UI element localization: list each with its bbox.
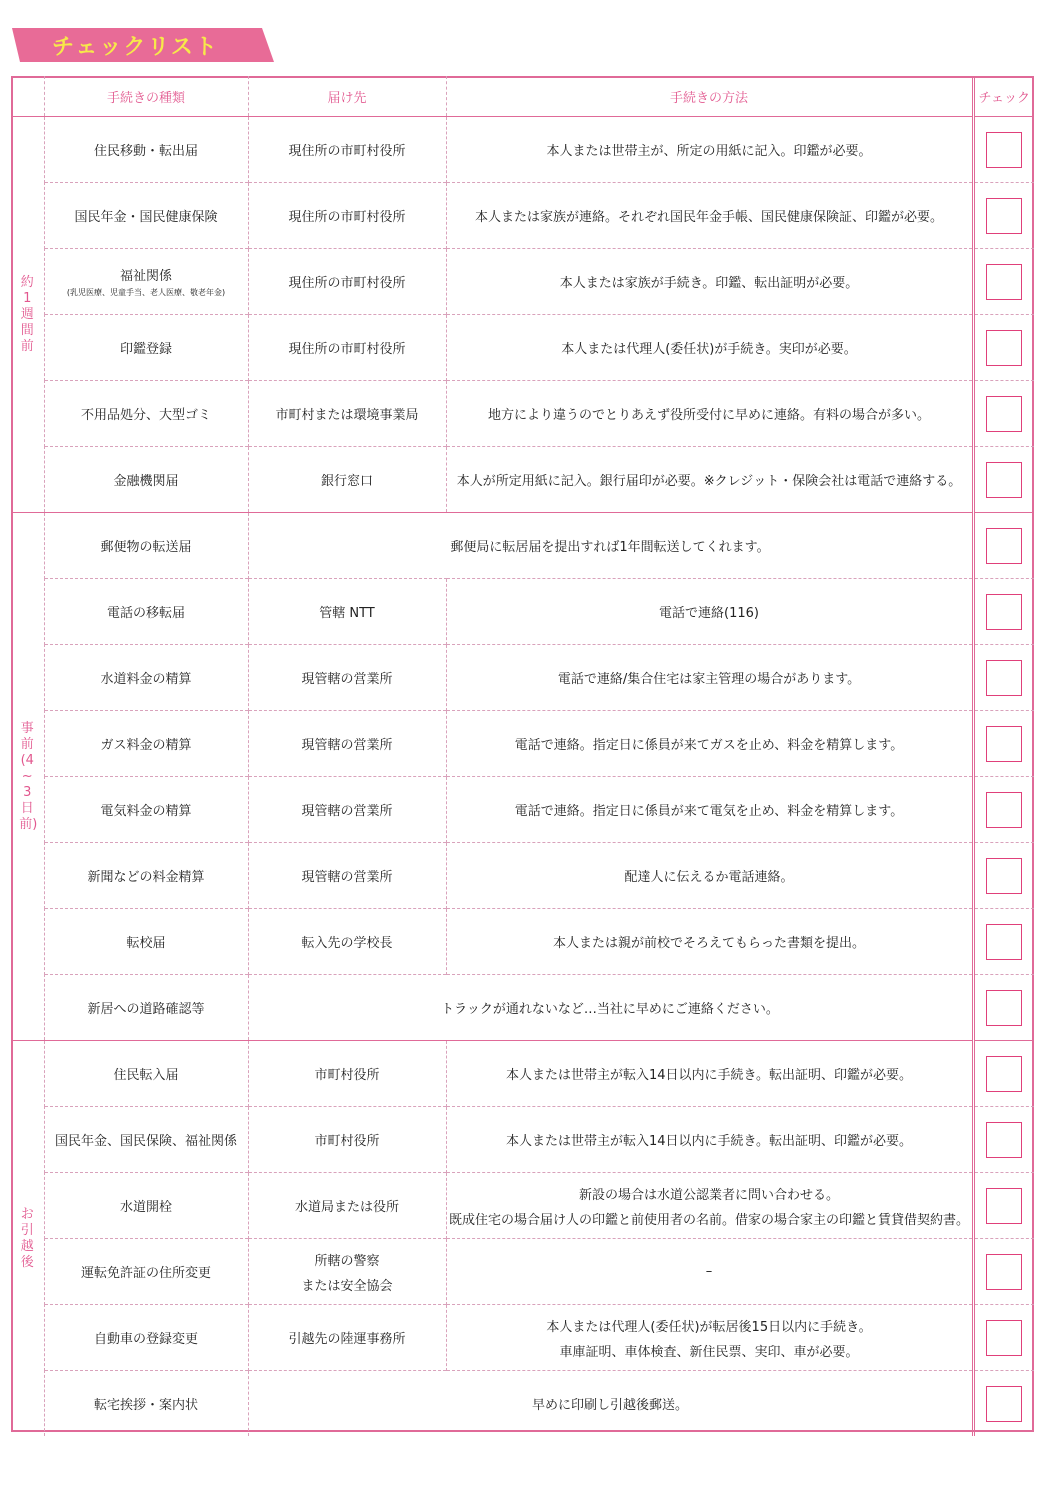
procedure-type-cell <box>44 513 248 579</box>
destination-cell <box>248 381 446 447</box>
method: 本人または家族が手続き。印鑑、転出証明が必要。 <box>559 276 859 291</box>
method: 本人または親が前校でそろえてもらった書類を提出。 <box>552 936 865 951</box>
procedure-type-cell <box>44 381 248 447</box>
method-cell <box>446 1305 973 1371</box>
destination-cell <box>248 1107 446 1173</box>
procedure-type: 運転免許証の住所変更 <box>80 1266 211 1281</box>
check-box[interactable] <box>986 528 1022 564</box>
table-row <box>11 645 1034 711</box>
header-destination: 届け先 <box>248 76 446 117</box>
table-row <box>11 249 1034 315</box>
method-line2: 車庫証明、車体検査、新住民票、実印、車が必要。 <box>559 1344 859 1360</box>
procedure-type-note: (乳児医療、児童手当、老人医療、敬老年金) <box>66 288 226 297</box>
check-box[interactable] <box>986 1188 1022 1224</box>
check-box[interactable] <box>986 330 1022 366</box>
check-box[interactable] <box>986 1320 1022 1356</box>
check-cell <box>973 777 1034 843</box>
table-row <box>11 843 1034 909</box>
procedure-type: 国民年金、国民保険、福祉関係 <box>54 1134 237 1149</box>
destination: 現管轄の営業所 <box>301 672 393 687</box>
destination: 管轄 NTT <box>319 606 375 621</box>
check-cell <box>973 645 1034 711</box>
destination: 現管轄の営業所 <box>301 870 393 885</box>
procedure-type: 転宅挨拶・案内状 <box>93 1398 198 1413</box>
check-box[interactable] <box>986 396 1022 432</box>
destination-cell <box>248 447 446 513</box>
check-box[interactable] <box>986 792 1022 828</box>
table-row <box>11 447 1034 513</box>
check-cell <box>973 1107 1034 1173</box>
destination: 現住所の市町村役所 <box>288 210 406 225</box>
method-line2: 既成住宅の場合届け人の印鑑と前使用者の名前。借家の場合家主の印鑑と賃貸借契約書。 <box>448 1212 969 1228</box>
destination-cell <box>248 1239 446 1305</box>
destination: 現管轄の営業所 <box>301 738 393 753</box>
method-cell <box>446 579 973 645</box>
check-box[interactable] <box>986 1122 1022 1158</box>
header-check: チェック <box>973 76 1034 117</box>
table-row <box>11 1173 1034 1239</box>
procedure-type: 住民移動・転出届 <box>93 144 198 159</box>
procedure-type: 新聞などの料金精算 <box>87 870 205 885</box>
table-row <box>11 513 1034 579</box>
table-row <box>11 975 1034 1041</box>
check-cell <box>973 447 1034 513</box>
procedure-type-cell <box>44 117 248 183</box>
check-box[interactable] <box>986 264 1022 300</box>
table-row <box>11 909 1034 975</box>
destination: 市町村または環境事業局 <box>275 408 419 423</box>
method-cell <box>446 843 973 909</box>
destination-cell <box>248 1041 446 1107</box>
method-cell <box>446 1173 973 1239</box>
procedure-type: 電話の移転届 <box>106 606 185 621</box>
method: 地方により違うのでとりあえず役所受付に早めに連絡。有料の場合が多い。 <box>487 408 930 423</box>
check-cell <box>973 1041 1034 1107</box>
method-cell <box>446 315 973 381</box>
checklist-body <box>11 117 1034 1437</box>
check-box[interactable] <box>986 924 1022 960</box>
check-cell <box>973 1371 1034 1437</box>
check-box[interactable] <box>986 726 1022 762</box>
procedure-type: 水道料金の精算 <box>100 672 192 687</box>
procedure-type-cell <box>44 1305 248 1371</box>
group-label: お引越後 <box>20 1206 34 1270</box>
procedure-type-cell <box>44 975 248 1041</box>
check-cell <box>973 843 1034 909</box>
table-row <box>11 117 1034 183</box>
check-box[interactable] <box>986 660 1022 696</box>
method-cell <box>446 909 973 975</box>
destination-cell <box>248 645 446 711</box>
procedure-type: 郵便物の転送届 <box>100 540 192 555</box>
procedure-type: 金融機関届 <box>113 474 179 489</box>
method: 本人または世帯主が、所定の用紙に記入。印鑑が必要。 <box>546 144 872 159</box>
method-cell <box>446 777 973 843</box>
procedure-type: 水道開栓 <box>119 1200 172 1215</box>
destination-cell <box>248 1305 446 1371</box>
check-cell <box>973 381 1034 447</box>
procedure-type-cell <box>44 315 248 381</box>
procedure-type-cell <box>44 1107 248 1173</box>
group-label-cell <box>11 117 44 513</box>
destination-line2: または安全協会 <box>301 1278 393 1294</box>
procedure-type-cell <box>44 249 248 315</box>
table-row <box>11 1107 1034 1173</box>
method-cell <box>446 1107 973 1173</box>
method: 本人または代理人(委任状)が手続き。実印が必要。 <box>561 342 857 357</box>
method: 配達人に伝えるか電話連絡。 <box>624 870 794 885</box>
destination-cell <box>248 777 446 843</box>
table-row <box>11 777 1034 843</box>
method: 電話で連絡(116) <box>659 606 759 621</box>
group-label: 約1週間前 <box>20 274 34 354</box>
method: 本人または世帯主が転入14日以内に手続き。転出証明、印鑑が必要。 <box>505 1068 913 1083</box>
procedure-type-cell <box>44 1173 248 1239</box>
procedure-type: 不用品処分、大型ゴミ <box>80 408 211 423</box>
procedure-type-cell <box>44 645 248 711</box>
method-cell <box>446 1041 973 1107</box>
check-cell <box>973 975 1034 1041</box>
destination: 銀行窓口 <box>320 474 373 489</box>
destination: 水道局または役所 <box>294 1200 399 1215</box>
table-row <box>11 1041 1034 1107</box>
destination-cell <box>248 909 446 975</box>
table-row <box>11 1239 1034 1305</box>
group-label: 事前(4~3日前) <box>19 720 38 832</box>
destination: 転入先の学校長 <box>301 936 393 951</box>
destination-cell <box>248 315 446 381</box>
checklist-table <box>11 76 1034 1436</box>
check-cell <box>973 1305 1034 1371</box>
method-cell <box>446 645 973 711</box>
destination: 現管轄の営業所 <box>301 804 393 819</box>
procedure-type-cell <box>44 1239 248 1305</box>
check-box[interactable] <box>986 990 1022 1026</box>
method-cell <box>446 183 973 249</box>
group-label-cell <box>11 1041 44 1437</box>
method: 電話で連絡/集合住宅は家主管理の場合があります。 <box>557 672 861 687</box>
table-row <box>11 711 1034 777</box>
procedure-type: 自動車の登録変更 <box>93 1332 198 1347</box>
procedure-type: ガス料金の精算 <box>100 738 192 753</box>
method-cell <box>446 381 973 447</box>
procedure-type: 新居への道路確認等 <box>87 1002 205 1017</box>
check-cell <box>973 513 1034 579</box>
procedure-type: 国民年金・国民健康保険 <box>74 210 218 225</box>
check-cell <box>973 249 1034 315</box>
method: 新設の場合は水道公認業者に問い合わせる。 <box>578 1187 839 1203</box>
method-cell <box>446 711 973 777</box>
header-method: 手続きの方法 <box>446 76 973 117</box>
destination-cell <box>248 843 446 909</box>
table-row <box>11 1305 1034 1371</box>
method-cell <box>446 447 973 513</box>
procedure-type: 印鑑登録 <box>119 342 172 357</box>
check-box[interactable] <box>986 858 1022 894</box>
table-row <box>11 183 1034 249</box>
procedure-type-cell <box>44 1041 248 1107</box>
header-group <box>11 76 44 117</box>
destination-cell <box>248 183 446 249</box>
destination: 現住所の市町村役所 <box>288 276 406 291</box>
destination-cell <box>248 117 446 183</box>
procedure-type: 住民転入届 <box>113 1068 179 1083</box>
method: 本人が所定用紙に記入。銀行届印が必要。※クレジット・保険会社は電話で連絡する。 <box>456 474 962 489</box>
destination: 市町村役所 <box>314 1068 380 1083</box>
check-box[interactable] <box>986 198 1022 234</box>
procedure-type: 電気料金の精算 <box>100 804 192 819</box>
merged-note: 早めに印刷し引越後郵送。 <box>248 1371 973 1437</box>
destination-cell <box>248 711 446 777</box>
title-banner <box>12 28 272 62</box>
check-box[interactable] <box>986 132 1022 168</box>
destination: 所轄の警察 <box>314 1253 380 1269</box>
destination-cell <box>248 579 446 645</box>
check-box[interactable] <box>986 1254 1022 1290</box>
procedure-type-cell <box>44 579 248 645</box>
procedure-type-cell <box>44 843 248 909</box>
procedure-type-cell <box>44 1371 248 1437</box>
destination: 現住所の市町村役所 <box>288 342 406 357</box>
merged-note: トラックが通れないなど…当社に早めにご連絡ください。 <box>248 975 973 1041</box>
method-cell <box>446 249 973 315</box>
method: 本人または代理人(委任状)が転居後15日以内に手続き。 <box>546 1319 872 1335</box>
procedure-type-cell <box>44 711 248 777</box>
destination-cell <box>248 1173 446 1239</box>
table-row <box>11 579 1034 645</box>
procedure-type-cell <box>44 777 248 843</box>
check-box[interactable] <box>986 462 1022 498</box>
check-cell <box>973 711 1034 777</box>
procedure-type-cell <box>44 909 248 975</box>
table-row <box>11 315 1034 381</box>
merged-note: 郵便局に転居届を提出すれば1年間転送してくれます。 <box>248 513 973 579</box>
page-title: チェックリスト <box>52 35 219 60</box>
destination: 引越先の陸運事務所 <box>288 1332 406 1347</box>
check-cell <box>973 183 1034 249</box>
method: 本人または世帯主が転入14日以内に手続き。転出証明、印鑑が必要。 <box>505 1134 913 1149</box>
procedure-type: 転校届 <box>126 936 166 951</box>
procedure-type: 福祉関係 <box>119 269 172 284</box>
table-row <box>11 381 1034 447</box>
method-cell <box>446 117 973 183</box>
check-cell <box>973 1173 1034 1239</box>
method-cell <box>446 1239 973 1305</box>
destination: 市町村役所 <box>314 1134 380 1149</box>
destination: 現住所の市町村役所 <box>288 144 406 159</box>
check-box[interactable] <box>986 1056 1022 1092</box>
check-box[interactable] <box>986 1386 1022 1422</box>
method: 電話で連絡。指定日に係員が来て電気を止め、料金を精算します。 <box>514 804 904 819</box>
procedure-type-cell <box>44 183 248 249</box>
header-type: 手続きの種類 <box>44 76 248 117</box>
method: – <box>705 1264 713 1279</box>
check-cell <box>973 315 1034 381</box>
group-label-cell <box>11 513 44 1041</box>
check-cell <box>973 1239 1034 1305</box>
check-box[interactable] <box>986 594 1022 630</box>
method: 電話で連絡。指定日に係員が来てガスを止め、料金を精算します。 <box>514 738 904 753</box>
check-cell <box>973 909 1034 975</box>
method: 本人または家族が連絡。それぞれ国民年金手帳、国民健康保険証、印鑑が必要。 <box>474 210 943 225</box>
check-cell <box>973 579 1034 645</box>
check-cell <box>973 117 1034 183</box>
destination-cell <box>248 249 446 315</box>
table-row <box>11 1371 1034 1437</box>
procedure-type-cell <box>44 447 248 513</box>
